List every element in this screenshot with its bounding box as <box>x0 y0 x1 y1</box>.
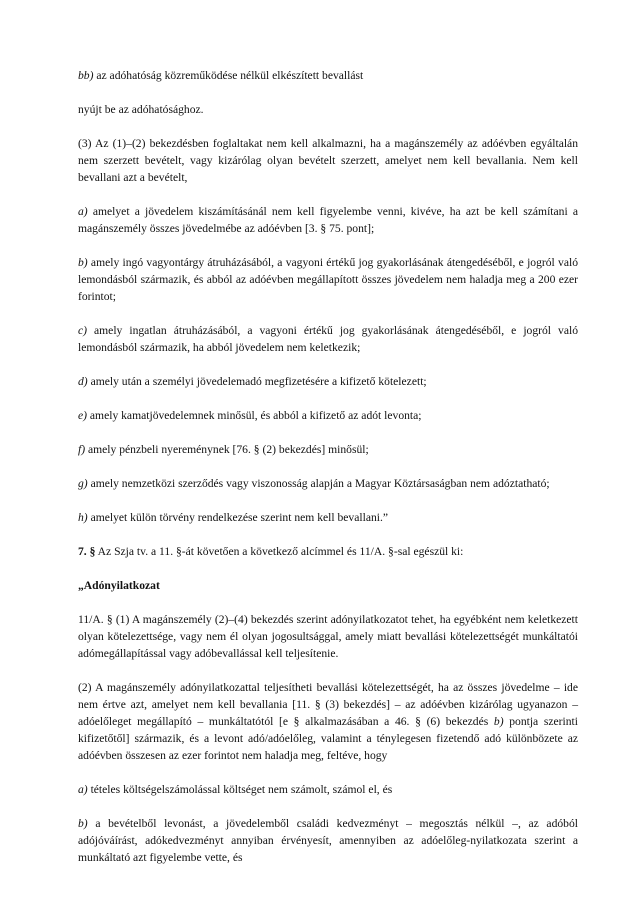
paragraph-item-b <box>78 254 578 305</box>
paragraph-text: amely pénzbeli nyereménynek [76. § (2) bekezdés] minősül; <box>85 443 369 456</box>
section-number: 7. § <box>78 545 96 558</box>
list-marker: g) <box>78 477 88 490</box>
list-marker: b) <box>78 256 88 269</box>
list-marker: h) <box>78 511 88 524</box>
paragraph-section-3 <box>78 135 578 186</box>
list-marker: c) <box>78 324 88 337</box>
paragraph-text: (2) A magánszemély adónyilatkozattal teljesítheti bevallási kötelezettségét, ha az összes jövedelme – ide nem értve azt, amelyet nem kell bevallania [11. § (3) bekezdés] – az adóévben kizárólag ugyanazon – adóelőleget megállapító – munkáltatótól [e § alkalmazásában a 46. § (6) bekezdés <box>78 681 578 728</box>
paragraph-text: Az Szja tv. a 11. §-át követően a következő alcímmel és 11/A. §-sal egészül ki: <box>95 545 464 558</box>
paragraph-item-d <box>78 373 578 390</box>
paragraph-11a-1 <box>78 611 578 662</box>
paragraph-item-c <box>78 322 578 356</box>
paragraph-sub-b <box>78 815 578 866</box>
paragraph-text: (3) Az (1)–(2) bekezdésben foglaltakat nem kell alkalmazni, ha a magánszemély az adóévben egyáltalán nem szerzett bevételt, vagy kizárólag olyan bevételt szerzett, amelyet nem kell bevallania. Nem kell bevallani azt a bevételt, <box>78 137 578 184</box>
paragraph-item-f <box>78 441 578 458</box>
list-marker: bb) <box>78 69 94 82</box>
list-marker: f) <box>78 443 86 456</box>
paragraph-text: tételes költségelszámolással költséget nem számolt, számol el, és <box>87 783 393 796</box>
subtitle-text: „Adónyilatkozat <box>78 579 160 592</box>
paragraph-item-a <box>78 203 578 237</box>
paragraph-text: amely ingatlan átruházásából, a vagyoni értékű jog gyakorlásának átengedéséből, e jogról való lemondásból származik, ha abból jövedelem nem keletkezik; <box>78 324 578 354</box>
paragraph-section-7 <box>78 543 578 560</box>
paragraph-item-g <box>78 475 578 492</box>
paragraph-11a-2 <box>78 679 578 764</box>
paragraph-text: 11/A. § (1) A magánszemély (2)–(4) bekezdés szerint adónyilatkozatot tehet, ha egyébként nem keletkezett olyan kötelezettsége, vagy nem él olyan jogosultsággal, amely miatt bevallási kötelezettségét munkáltatói adómegállapítással vagy adóbevallással kell teljesítenie. <box>78 613 578 660</box>
paragraph-text: amelyet külön törvény rendelkezése szerint nem kell bevallani.” <box>87 511 389 524</box>
paragraph-text-tail: pontja szerinti kifizetőtől] származik, és a levont adó/adóelőleg, valamint a ténylegesen fizetendő adó különbözete az adóévben összesen az ezer forintot nem haladja meg, feltéve, hogy <box>78 715 578 762</box>
inline-italic-marker: b) <box>493 715 504 728</box>
paragraph-text: amely után a személyi jövedelemadó megfizetésére a kifizető kötelezett; <box>87 375 427 388</box>
paragraph-text: amely kamatjövedelemnek minősül, és abból a kifizető az adót levonta; <box>87 409 422 422</box>
paragraph-text: amelyet a jövedelem kiszámításánál nem kell figyelembe venni, kivéve, ha azt be kell számítani a magánszemély összes jövedelmébe az adóévben [3. § 75. pont]; <box>78 205 578 235</box>
list-marker: a) <box>78 783 88 796</box>
paragraph-text: amely ingó vagyontárgy átruházásából, a vagyoni értékű jog gyakorlásának átengedéséből, e jogról való lemondásból származik, és abból az adóévben megállapított összes jövedelem nem haladja meg a 200 ezer forintot; <box>78 256 578 303</box>
list-marker: d) <box>78 375 88 388</box>
paragraph-text: amely nemzetközi szerződés vagy viszonosság alapján a Magyar Köztársaságban nem adóztatható; <box>87 477 550 490</box>
paragraph-bb <box>78 67 578 84</box>
paragraph-item-e <box>78 407 578 424</box>
paragraph-sub-a <box>78 781 578 798</box>
list-marker: a) <box>78 205 88 218</box>
paragraph-item-h <box>78 509 578 526</box>
paragraph-submit <box>78 101 578 118</box>
subtitle-adonyilatkozat <box>78 577 578 594</box>
paragraph-text: az adóhatóság közreműködése nélkül elkészített bevallást <box>93 69 364 82</box>
list-marker: b) <box>78 817 88 830</box>
paragraph-text: nyújt be az adóhatósághoz. <box>78 103 204 116</box>
list-marker: e) <box>78 409 88 422</box>
paragraph-text: a bevételből levonást, a jövedelemből családi kedvezményt – megosztás nélkül –, az adóból adójóváírást, adókedvezményt annyiban érvényesít, amennyiben az adóelőleg-nyilatkozata szerint a munkáltató azt figyelembe vette, és <box>78 817 578 864</box>
